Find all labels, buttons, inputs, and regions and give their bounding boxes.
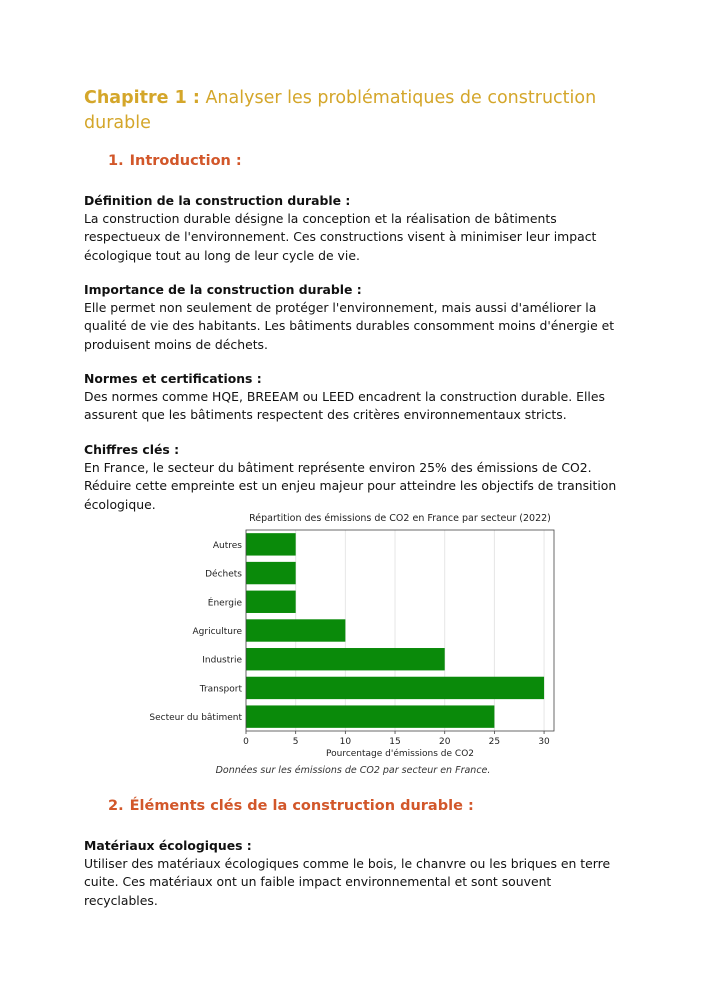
chart-xtick-label: 30 — [538, 737, 550, 747]
section-1-number: 1. — [108, 153, 124, 169]
chart-category-label: Secteur du bâtiment — [149, 713, 242, 724]
block-key-figures-heading: Chiffres clés : — [84, 442, 180, 457]
block-key-figures — [84, 441, 624, 514]
block-materials-text: Utiliser des matériaux écologiques comme le bois, le chanvre ou les briques en terre cuite. Ces matériaux ont un faible impact environnemental et sont souvent recyclables. — [84, 856, 611, 908]
chart-bar — [246, 533, 296, 555]
chart-category-label: Énergie — [207, 598, 242, 609]
block-norms-heading: Normes et certifications : — [84, 371, 262, 386]
chart-category-label: Autres — [212, 540, 242, 551]
chart-xtick-label: 10 — [339, 737, 352, 747]
block-importance-text: Elle permet non seulement de protéger l'environnement, mais aussi d'améliorer la qualité de vie des habitants. Les bâtiments durables consomment moins d'énergie et produisent moins de déchets. — [84, 300, 615, 352]
section-2-heading — [108, 798, 474, 814]
block-materials — [84, 837, 624, 910]
chart-caption: Données sur les émissions de CO2 par secteur en France. — [215, 765, 491, 776]
chart-category-label: Transport — [199, 684, 242, 695]
chapter-prefix: Chapitre 1 : — [84, 88, 200, 108]
chart-xtick-label: 20 — [438, 737, 451, 747]
block-definition — [84, 192, 624, 265]
chart-xtick-label: 25 — [488, 737, 501, 747]
chart-xtick-label: 5 — [292, 737, 299, 747]
section-1-title: Introduction : — [129, 153, 242, 169]
chart-xaxis-label: Pourcentage d'émissions de CO2 — [326, 749, 474, 759]
block-materials-heading: Matériaux écologiques : — [84, 838, 252, 853]
block-norms — [84, 370, 624, 425]
chart-category-label: Agriculture — [192, 627, 242, 637]
chart-bar — [246, 677, 544, 699]
chart-xtick-label: 0 — [243, 737, 249, 747]
chart-bar — [246, 562, 296, 584]
chart-title: Répartition des émissions de CO2 en France par secteur (2022) — [249, 513, 551, 524]
block-definition-text: La construction durable désigne la conception et la réalisation de bâtiments respectueux de l'environnement. Ces constructions visent à minimiser leur impact écologique tout au long de leur cycle de vie. — [84, 211, 597, 263]
chapter-title — [84, 86, 624, 136]
chart-category-label: Déchets — [205, 569, 242, 580]
chart-bar — [246, 705, 494, 727]
chart-xtick-label: 15 — [389, 737, 401, 747]
section-2-number: 2. — [108, 798, 124, 814]
section-1-heading — [108, 153, 242, 169]
chart-bar — [246, 591, 296, 613]
chart-bar — [246, 619, 345, 641]
section-2-title: Éléments clés de la construction durable : — [129, 798, 474, 814]
block-definition-heading: Définition de la construction durable : — [84, 193, 351, 208]
chart-bar — [246, 648, 445, 670]
block-importance — [84, 281, 624, 354]
chapter-title-text: Analyser les problématiques de construction durable — [84, 88, 597, 133]
block-importance-heading: Importance de la construction durable : — [84, 282, 362, 297]
co2-emissions-chart — [0, 505, 706, 780]
chart-category-label: Industrie — [202, 655, 242, 666]
block-key-figures-text: En France, le secteur du bâtiment représente environ 25% des émissions de CO2. Réduire cette empreinte est un enjeu majeur pour atteindre les objectifs de transition écologique. — [84, 460, 617, 512]
block-norms-text: Des normes comme HQE, BREEAM ou LEED encadrent la construction durable. Elles assurent que les bâtiments respectent des critères environnementaux stricts. — [84, 389, 605, 423]
